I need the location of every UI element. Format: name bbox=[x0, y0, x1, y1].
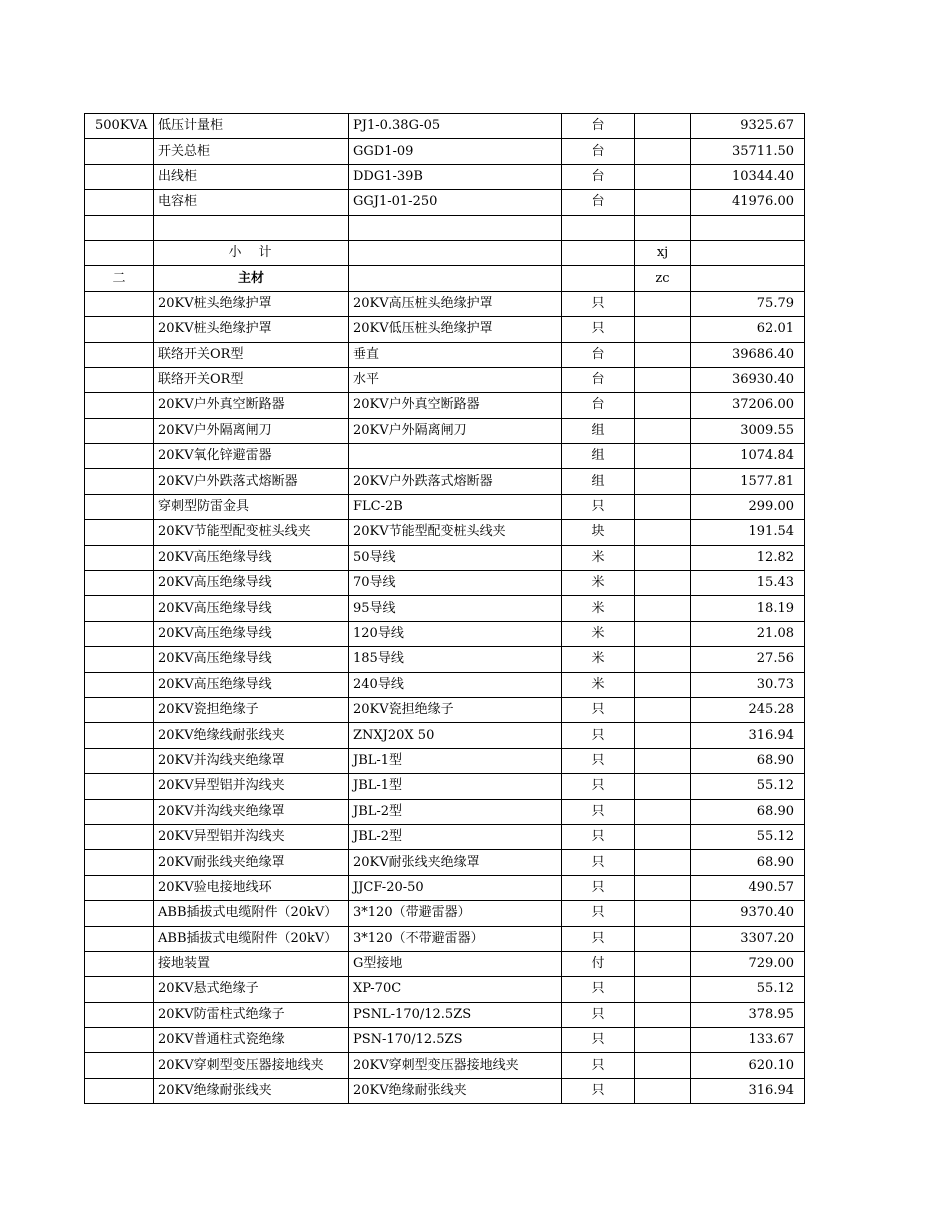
item-unit-cell: 米 bbox=[562, 647, 635, 672]
item-spec-cell: 20KV节能型配变桩头线夹 bbox=[349, 520, 562, 545]
item-flag-cell bbox=[635, 926, 691, 951]
item-flag-cell bbox=[635, 697, 691, 722]
item-unit-cell: 只 bbox=[562, 774, 635, 799]
item-name-cell: 联络开关OR型 bbox=[154, 342, 349, 367]
item-unit-cell bbox=[562, 215, 635, 240]
item-price-cell: 37206.00 bbox=[691, 393, 805, 418]
item-name-cell: 20KV氧化锌避雷器 bbox=[154, 444, 349, 469]
item-flag-cell bbox=[635, 621, 691, 646]
item-price-cell: 68.90 bbox=[691, 850, 805, 875]
item-name-cell: 20KV节能型配变桩头线夹 bbox=[154, 520, 349, 545]
item-name-cell: 接地装置 bbox=[154, 951, 349, 976]
item-code-cell bbox=[85, 901, 154, 926]
item-flag-cell bbox=[635, 469, 691, 494]
item-name-cell: 20KV普通柱式瓷绝缘 bbox=[154, 1028, 349, 1053]
item-flag-cell bbox=[635, 571, 691, 596]
item-code-cell bbox=[85, 926, 154, 951]
item-spec-cell: 20KV瓷担绝缘子 bbox=[349, 697, 562, 722]
table-row bbox=[85, 444, 805, 469]
item-unit-cell: 米 bbox=[562, 596, 635, 621]
table-row bbox=[85, 748, 805, 773]
item-flag-cell: zc bbox=[635, 266, 691, 291]
item-code-cell bbox=[85, 647, 154, 672]
item-flag-cell bbox=[635, 647, 691, 672]
item-price-cell: 9370.40 bbox=[691, 901, 805, 926]
item-flag-cell bbox=[635, 672, 691, 697]
item-flag-cell bbox=[635, 824, 691, 849]
item-spec-cell: 20KV低压桩头绝缘护罩 bbox=[349, 317, 562, 342]
table-row bbox=[85, 647, 805, 672]
item-name-cell: 20KV高压绝缘导线 bbox=[154, 596, 349, 621]
item-flag-cell bbox=[635, 418, 691, 443]
item-spec-cell: 20KV绝缘耐张线夹 bbox=[349, 1078, 562, 1103]
item-unit-cell: 只 bbox=[562, 723, 635, 748]
item-price-cell: 27.56 bbox=[691, 647, 805, 672]
table-row bbox=[85, 266, 805, 291]
table-row bbox=[85, 571, 805, 596]
item-code-cell bbox=[85, 697, 154, 722]
item-unit-cell: 只 bbox=[562, 317, 635, 342]
item-flag-cell bbox=[635, 596, 691, 621]
item-spec-cell: 120导线 bbox=[349, 621, 562, 646]
item-unit-cell bbox=[562, 240, 635, 265]
item-spec-cell: PSN-170/12.5ZS bbox=[349, 1028, 562, 1053]
table-row bbox=[85, 469, 805, 494]
item-price-cell: 21.08 bbox=[691, 621, 805, 646]
item-price-cell bbox=[691, 240, 805, 265]
item-unit-cell: 只 bbox=[562, 901, 635, 926]
item-price-cell: 75.79 bbox=[691, 291, 805, 316]
table-row bbox=[85, 926, 805, 951]
table-row bbox=[85, 418, 805, 443]
item-code-cell bbox=[85, 367, 154, 392]
table-row bbox=[85, 875, 805, 900]
item-name-cell: 20KV并沟线夹绝缘罩 bbox=[154, 799, 349, 824]
item-flag-cell bbox=[635, 444, 691, 469]
table-row bbox=[85, 951, 805, 976]
item-flag-cell bbox=[635, 850, 691, 875]
item-spec-cell: JBL-1型 bbox=[349, 774, 562, 799]
table-row bbox=[85, 494, 805, 519]
item-price-cell: 39686.40 bbox=[691, 342, 805, 367]
table-row bbox=[85, 291, 805, 316]
item-spec-cell: 水平 bbox=[349, 367, 562, 392]
item-flag-cell bbox=[635, 190, 691, 215]
item-flag-cell bbox=[635, 139, 691, 164]
item-name-cell: 20KV异型铝并沟线夹 bbox=[154, 774, 349, 799]
item-unit-cell: 米 bbox=[562, 545, 635, 570]
item-price-cell: 1577.81 bbox=[691, 469, 805, 494]
item-name-cell: 联络开关OR型 bbox=[154, 367, 349, 392]
table-row bbox=[85, 1078, 805, 1103]
item-unit-cell: 只 bbox=[562, 1053, 635, 1078]
item-code-cell bbox=[85, 571, 154, 596]
item-unit-cell: 只 bbox=[562, 926, 635, 951]
table-row bbox=[85, 215, 805, 240]
item-code-cell: 二 bbox=[85, 266, 154, 291]
table-row bbox=[85, 672, 805, 697]
item-price-cell: 620.10 bbox=[691, 1053, 805, 1078]
item-spec-cell: JJCF-20-50 bbox=[349, 875, 562, 900]
item-spec-cell: 20KV户外跌落式熔断器 bbox=[349, 469, 562, 494]
item-flag-cell bbox=[635, 875, 691, 900]
table-row bbox=[85, 139, 805, 164]
item-spec-cell: GGD1-09 bbox=[349, 139, 562, 164]
table-row bbox=[85, 850, 805, 875]
item-name-cell: 主材 bbox=[154, 266, 349, 291]
table-row bbox=[85, 799, 805, 824]
item-name-cell: 20KV绝缘线耐张线夹 bbox=[154, 723, 349, 748]
item-price-cell: 55.12 bbox=[691, 824, 805, 849]
item-code-cell bbox=[85, 393, 154, 418]
table-row bbox=[85, 1002, 805, 1027]
item-spec-cell: 20KV户外真空断路器 bbox=[349, 393, 562, 418]
item-price-cell: 191.54 bbox=[691, 520, 805, 545]
item-code-cell bbox=[85, 875, 154, 900]
item-spec-cell: FLC-2B bbox=[349, 494, 562, 519]
item-price-cell: 12.82 bbox=[691, 545, 805, 570]
item-code-cell bbox=[85, 1002, 154, 1027]
item-code-cell bbox=[85, 596, 154, 621]
item-price-cell: 68.90 bbox=[691, 748, 805, 773]
item-code-cell bbox=[85, 494, 154, 519]
table-row bbox=[85, 596, 805, 621]
item-name-cell: 小 计 bbox=[154, 240, 349, 265]
item-flag-cell bbox=[635, 520, 691, 545]
item-price-cell: 490.57 bbox=[691, 875, 805, 900]
item-flag-cell bbox=[635, 951, 691, 976]
table-row bbox=[85, 621, 805, 646]
item-unit-cell: 付 bbox=[562, 951, 635, 976]
item-name-cell: 20KV高压绝缘导线 bbox=[154, 672, 349, 697]
item-price-cell: 10344.40 bbox=[691, 164, 805, 189]
item-code-cell bbox=[85, 951, 154, 976]
item-spec-cell: GGJ1-01-250 bbox=[349, 190, 562, 215]
item-price-cell: 15.43 bbox=[691, 571, 805, 596]
item-flag-cell bbox=[635, 494, 691, 519]
item-name-cell: 20KV户外跌落式熔断器 bbox=[154, 469, 349, 494]
item-code-cell bbox=[85, 418, 154, 443]
item-flag-cell bbox=[635, 291, 691, 316]
item-spec-cell: 垂直 bbox=[349, 342, 562, 367]
item-code-cell bbox=[85, 240, 154, 265]
item-code-cell bbox=[85, 444, 154, 469]
item-spec-cell: 20KV穿刺型变压器接地线夹 bbox=[349, 1053, 562, 1078]
item-name-cell: 出线柜 bbox=[154, 164, 349, 189]
item-code-cell bbox=[85, 317, 154, 342]
item-unit-cell: 块 bbox=[562, 520, 635, 545]
item-unit-cell: 组 bbox=[562, 444, 635, 469]
item-flag-cell bbox=[635, 1078, 691, 1103]
item-name-cell: 20KV桩头绝缘护罩 bbox=[154, 317, 349, 342]
item-unit-cell: 台 bbox=[562, 393, 635, 418]
item-spec-cell: ZNXJ20X 50 bbox=[349, 723, 562, 748]
item-code-cell bbox=[85, 1053, 154, 1078]
item-spec-cell bbox=[349, 266, 562, 291]
item-name-cell: 低压计量柜 bbox=[154, 114, 349, 139]
item-code-cell bbox=[85, 164, 154, 189]
item-price-cell: 299.00 bbox=[691, 494, 805, 519]
item-spec-cell: 95导线 bbox=[349, 596, 562, 621]
item-unit-cell: 只 bbox=[562, 799, 635, 824]
item-unit-cell: 台 bbox=[562, 190, 635, 215]
item-code-cell bbox=[85, 545, 154, 570]
item-name-cell: 20KV高压绝缘导线 bbox=[154, 621, 349, 646]
item-unit-cell: 台 bbox=[562, 114, 635, 139]
table-row bbox=[85, 520, 805, 545]
item-name-cell: 20KV防雷柱式绝缘子 bbox=[154, 1002, 349, 1027]
item-price-cell: 3307.20 bbox=[691, 926, 805, 951]
item-flag-cell bbox=[635, 317, 691, 342]
table-row bbox=[85, 697, 805, 722]
item-spec-cell: 3*120（不带避雷器） bbox=[349, 926, 562, 951]
item-flag-cell bbox=[635, 545, 691, 570]
item-unit-cell: 只 bbox=[562, 1002, 635, 1027]
price-list-table bbox=[84, 113, 805, 1104]
item-flag-cell bbox=[635, 799, 691, 824]
item-code-cell bbox=[85, 520, 154, 545]
item-unit-cell: 只 bbox=[562, 1078, 635, 1103]
item-unit-cell: 只 bbox=[562, 824, 635, 849]
item-spec-cell: 20KV户外隔离闸刀 bbox=[349, 418, 562, 443]
item-name-cell bbox=[154, 215, 349, 240]
item-name-cell: 20KV户外真空断路器 bbox=[154, 393, 349, 418]
item-spec-cell: DDG1-39B bbox=[349, 164, 562, 189]
table-row bbox=[85, 545, 805, 570]
item-flag-cell bbox=[635, 1002, 691, 1027]
item-name-cell: 20KV户外隔离闸刀 bbox=[154, 418, 349, 443]
table-row bbox=[85, 723, 805, 748]
item-name-cell: ABB插拔式电缆附件（20kV） bbox=[154, 901, 349, 926]
item-name-cell: 20KV绝缘耐张线夹 bbox=[154, 1078, 349, 1103]
item-spec-cell bbox=[349, 240, 562, 265]
item-flag-cell bbox=[635, 748, 691, 773]
item-name-cell: 20KV异型铝并沟线夹 bbox=[154, 824, 349, 849]
item-name-cell: 20KV耐张线夹绝缘罩 bbox=[154, 850, 349, 875]
item-spec-cell: 50导线 bbox=[349, 545, 562, 570]
price-list-body bbox=[85, 114, 805, 1104]
table-row bbox=[85, 190, 805, 215]
item-name-cell: 电容柜 bbox=[154, 190, 349, 215]
item-price-cell: 9325.67 bbox=[691, 114, 805, 139]
item-price-cell: 55.12 bbox=[691, 774, 805, 799]
item-name-cell: 20KV悬式绝缘子 bbox=[154, 977, 349, 1002]
item-price-cell: 18.19 bbox=[691, 596, 805, 621]
table-row bbox=[85, 317, 805, 342]
item-unit-cell: 米 bbox=[562, 621, 635, 646]
item-flag-cell bbox=[635, 164, 691, 189]
item-price-cell: 30.73 bbox=[691, 672, 805, 697]
item-flag-cell bbox=[635, 367, 691, 392]
item-flag-cell: xj bbox=[635, 240, 691, 265]
item-name-cell: ABB插拔式电缆附件（20kV） bbox=[154, 926, 349, 951]
item-spec-cell: 20KV高压桩头绝缘护罩 bbox=[349, 291, 562, 316]
item-unit-cell: 米 bbox=[562, 571, 635, 596]
item-price-cell: 68.90 bbox=[691, 799, 805, 824]
item-flag-cell bbox=[635, 342, 691, 367]
item-price-cell: 316.94 bbox=[691, 1078, 805, 1103]
item-code-cell bbox=[85, 469, 154, 494]
item-spec-cell: 3*120（带避雷器） bbox=[349, 901, 562, 926]
item-code-cell bbox=[85, 139, 154, 164]
item-spec-cell: 70导线 bbox=[349, 571, 562, 596]
item-flag-cell bbox=[635, 977, 691, 1002]
table-row bbox=[85, 977, 805, 1002]
item-spec-cell: JBL-1型 bbox=[349, 748, 562, 773]
item-spec-cell: 20KV耐张线夹绝缘罩 bbox=[349, 850, 562, 875]
item-code-cell bbox=[85, 291, 154, 316]
item-unit-cell: 米 bbox=[562, 672, 635, 697]
item-code-cell bbox=[85, 748, 154, 773]
item-price-cell: 55.12 bbox=[691, 977, 805, 1002]
item-price-cell: 378.95 bbox=[691, 1002, 805, 1027]
table-row bbox=[85, 774, 805, 799]
table-row bbox=[85, 824, 805, 849]
item-code-cell bbox=[85, 850, 154, 875]
item-code-cell bbox=[85, 824, 154, 849]
item-code-cell bbox=[85, 723, 154, 748]
item-name-cell: 20KV穿刺型变压器接地线夹 bbox=[154, 1053, 349, 1078]
item-code-cell bbox=[85, 672, 154, 697]
item-price-cell: 41976.00 bbox=[691, 190, 805, 215]
item-unit-cell: 只 bbox=[562, 494, 635, 519]
item-spec-cell: JBL-2型 bbox=[349, 824, 562, 849]
item-price-cell: 35711.50 bbox=[691, 139, 805, 164]
table-row bbox=[85, 240, 805, 265]
item-flag-cell bbox=[635, 215, 691, 240]
item-unit-cell: 只 bbox=[562, 291, 635, 316]
table-row bbox=[85, 1053, 805, 1078]
item-spec-cell: 185导线 bbox=[349, 647, 562, 672]
item-code-cell bbox=[85, 1078, 154, 1103]
item-flag-cell bbox=[635, 1053, 691, 1078]
item-price-cell: 1074.84 bbox=[691, 444, 805, 469]
table-row bbox=[85, 342, 805, 367]
item-name-cell: 20KV高压绝缘导线 bbox=[154, 647, 349, 672]
item-code-cell bbox=[85, 977, 154, 1002]
item-spec-cell: 240导线 bbox=[349, 672, 562, 697]
item-unit-cell: 台 bbox=[562, 164, 635, 189]
item-price-cell bbox=[691, 266, 805, 291]
item-code-cell bbox=[85, 215, 154, 240]
item-price-cell: 62.01 bbox=[691, 317, 805, 342]
table-row bbox=[85, 901, 805, 926]
item-unit-cell: 台 bbox=[562, 342, 635, 367]
item-flag-cell bbox=[635, 774, 691, 799]
item-code-cell bbox=[85, 342, 154, 367]
item-spec-cell bbox=[349, 444, 562, 469]
item-code-cell: 500KVA bbox=[85, 114, 154, 139]
item-unit-cell: 只 bbox=[562, 697, 635, 722]
item-name-cell: 20KV并沟线夹绝缘罩 bbox=[154, 748, 349, 773]
item-spec-cell: PJ1-0.38G-05 bbox=[349, 114, 562, 139]
table-row bbox=[85, 393, 805, 418]
item-code-cell bbox=[85, 799, 154, 824]
item-unit-cell: 只 bbox=[562, 748, 635, 773]
item-code-cell bbox=[85, 190, 154, 215]
item-flag-cell bbox=[635, 114, 691, 139]
item-flag-cell bbox=[635, 393, 691, 418]
table-row bbox=[85, 367, 805, 392]
item-spec-cell: JBL-2型 bbox=[349, 799, 562, 824]
table-row bbox=[85, 1028, 805, 1053]
item-spec-cell bbox=[349, 215, 562, 240]
item-name-cell: 20KV高压绝缘导线 bbox=[154, 545, 349, 570]
item-unit-cell: 只 bbox=[562, 977, 635, 1002]
item-price-cell: 36930.40 bbox=[691, 367, 805, 392]
item-name-cell: 20KV瓷担绝缘子 bbox=[154, 697, 349, 722]
item-unit-cell: 只 bbox=[562, 875, 635, 900]
item-unit-cell: 台 bbox=[562, 367, 635, 392]
item-unit-cell: 组 bbox=[562, 418, 635, 443]
item-code-cell bbox=[85, 1028, 154, 1053]
item-spec-cell: PSNL-170/12.5ZS bbox=[349, 1002, 562, 1027]
item-flag-cell bbox=[635, 901, 691, 926]
item-price-cell: 3009.55 bbox=[691, 418, 805, 443]
item-name-cell: 开关总柜 bbox=[154, 139, 349, 164]
item-unit-cell: 台 bbox=[562, 139, 635, 164]
item-unit-cell: 只 bbox=[562, 1028, 635, 1053]
item-price-cell bbox=[691, 215, 805, 240]
item-flag-cell bbox=[635, 1028, 691, 1053]
item-name-cell: 20KV高压绝缘导线 bbox=[154, 571, 349, 596]
item-name-cell: 20KV桩头绝缘护罩 bbox=[154, 291, 349, 316]
item-unit-cell: 组 bbox=[562, 469, 635, 494]
item-name-cell: 20KV验电接地线环 bbox=[154, 875, 349, 900]
item-code-cell bbox=[85, 774, 154, 799]
item-price-cell: 316.94 bbox=[691, 723, 805, 748]
item-name-cell: 穿刺型防雷金具 bbox=[154, 494, 349, 519]
item-flag-cell bbox=[635, 723, 691, 748]
table-row bbox=[85, 164, 805, 189]
item-unit-cell bbox=[562, 266, 635, 291]
item-code-cell bbox=[85, 621, 154, 646]
item-spec-cell: G型接地 bbox=[349, 951, 562, 976]
item-unit-cell: 只 bbox=[562, 850, 635, 875]
item-price-cell: 133.67 bbox=[691, 1028, 805, 1053]
table-row bbox=[85, 114, 805, 139]
item-spec-cell: XP-70C bbox=[349, 977, 562, 1002]
item-price-cell: 729.00 bbox=[691, 951, 805, 976]
item-price-cell: 245.28 bbox=[691, 697, 805, 722]
